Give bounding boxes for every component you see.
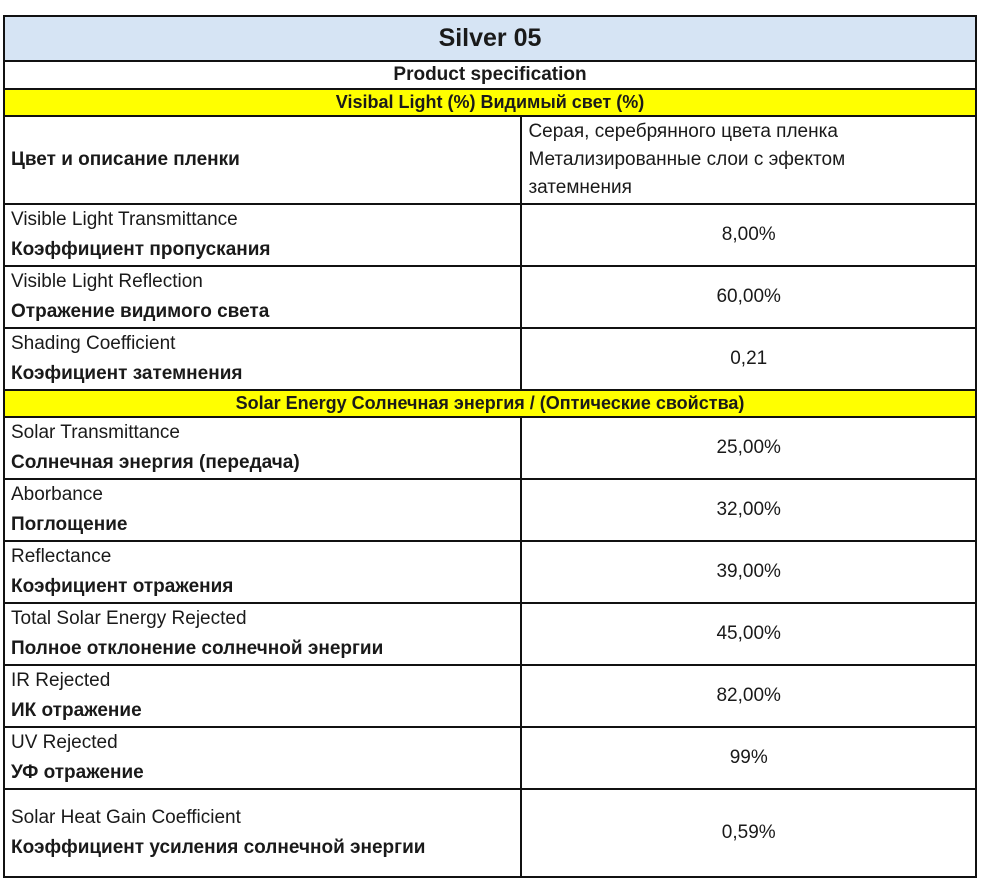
property-name-en: Visible Light Transmittance [11, 209, 238, 230]
property-name-ru: Отражение видимого света [11, 301, 270, 322]
property-name-en: Total Solar Energy Rejected [11, 608, 247, 629]
property-name-en: IR Rejected [11, 670, 111, 691]
property-name-en: Shading Coefficient [11, 333, 176, 354]
property-value: 82,00% [521, 665, 976, 727]
section-heading-solar-energy: Solar Energy Солнечная энергия / (Оптические свойства) [4, 390, 976, 417]
property-row-visible-light-reflection [4, 266, 976, 328]
property-value: 0,21 [521, 328, 976, 390]
specification-table [3, 15, 977, 878]
property-name-en: Solar Transmittance [11, 422, 180, 443]
property-label [4, 727, 521, 789]
property-name-ru: Коэффициент пропускания [11, 239, 271, 260]
property-label [4, 541, 521, 603]
property-row-solar-transmittance [4, 417, 976, 479]
property-name-en: Solar Heat Gain Coefficient [11, 807, 241, 828]
property-name-ru: Коэффициент усиления солнечной энергии [11, 837, 426, 858]
property-name-en: UV Rejected [11, 732, 118, 753]
property-value: 99% [521, 727, 976, 789]
property-name-ru: Поглощение [11, 514, 128, 535]
film-description-line: Метализированные слои с эфектом [528, 149, 846, 170]
property-row-visible-light-transmittance [4, 204, 976, 266]
property-label [4, 266, 521, 328]
property-value: 60,00% [521, 266, 976, 328]
section-heading-visible-light: Visibal Light (%) Видимый свет (%) [4, 89, 976, 116]
film-description-value [521, 116, 976, 204]
property-label [4, 417, 521, 479]
property-label [4, 328, 521, 390]
property-row-total-solar-energy-rejected [4, 603, 976, 665]
property-label [4, 603, 521, 665]
property-label [4, 665, 521, 727]
property-label [4, 204, 521, 266]
property-row-absorbance [4, 479, 976, 541]
property-name-ru: ИК отражение [11, 700, 142, 721]
section-solar-energy [4, 390, 976, 417]
property-value: 0,59% [521, 789, 976, 877]
property-value: 25,00% [521, 417, 976, 479]
film-description-line: Серая, серебрянного цвета пленка [528, 121, 838, 142]
property-row-uv-rejected [4, 727, 976, 789]
property-value: 45,00% [521, 603, 976, 665]
subtitle-row [4, 61, 976, 89]
property-row-ir-rejected [4, 665, 976, 727]
property-row-solar-heat-gain-coefficient [4, 789, 976, 877]
section-visible-light [4, 89, 976, 116]
property-value: 39,00% [521, 541, 976, 603]
property-row-shading-coefficient [4, 328, 976, 390]
film-description-label: Цвет и описание пленки [4, 116, 521, 204]
product-title: Silver 05 [4, 16, 976, 61]
property-value: 8,00% [521, 204, 976, 266]
property-name-ru: Коэфициент отражения [11, 576, 234, 597]
property-name-ru: Солнечная энергия (передача) [11, 452, 300, 473]
title-row [4, 16, 976, 61]
property-row-reflectance [4, 541, 976, 603]
property-name-ru: Полное отклонение солнечной энергии [11, 638, 384, 659]
film-description-line: затемнения [528, 177, 632, 198]
property-name-en: Aborbance [11, 484, 103, 505]
property-name-en: Visible Light Reflection [11, 271, 203, 292]
property-name-en: Reflectance [11, 546, 112, 567]
property-label [4, 479, 521, 541]
film-description-row [4, 116, 976, 204]
property-label [4, 789, 521, 877]
property-value: 32,00% [521, 479, 976, 541]
property-name-ru: Коэфициент затемнения [11, 363, 243, 384]
property-name-ru: УФ отражение [11, 762, 144, 783]
product-specification-heading: Product specification [4, 61, 976, 89]
